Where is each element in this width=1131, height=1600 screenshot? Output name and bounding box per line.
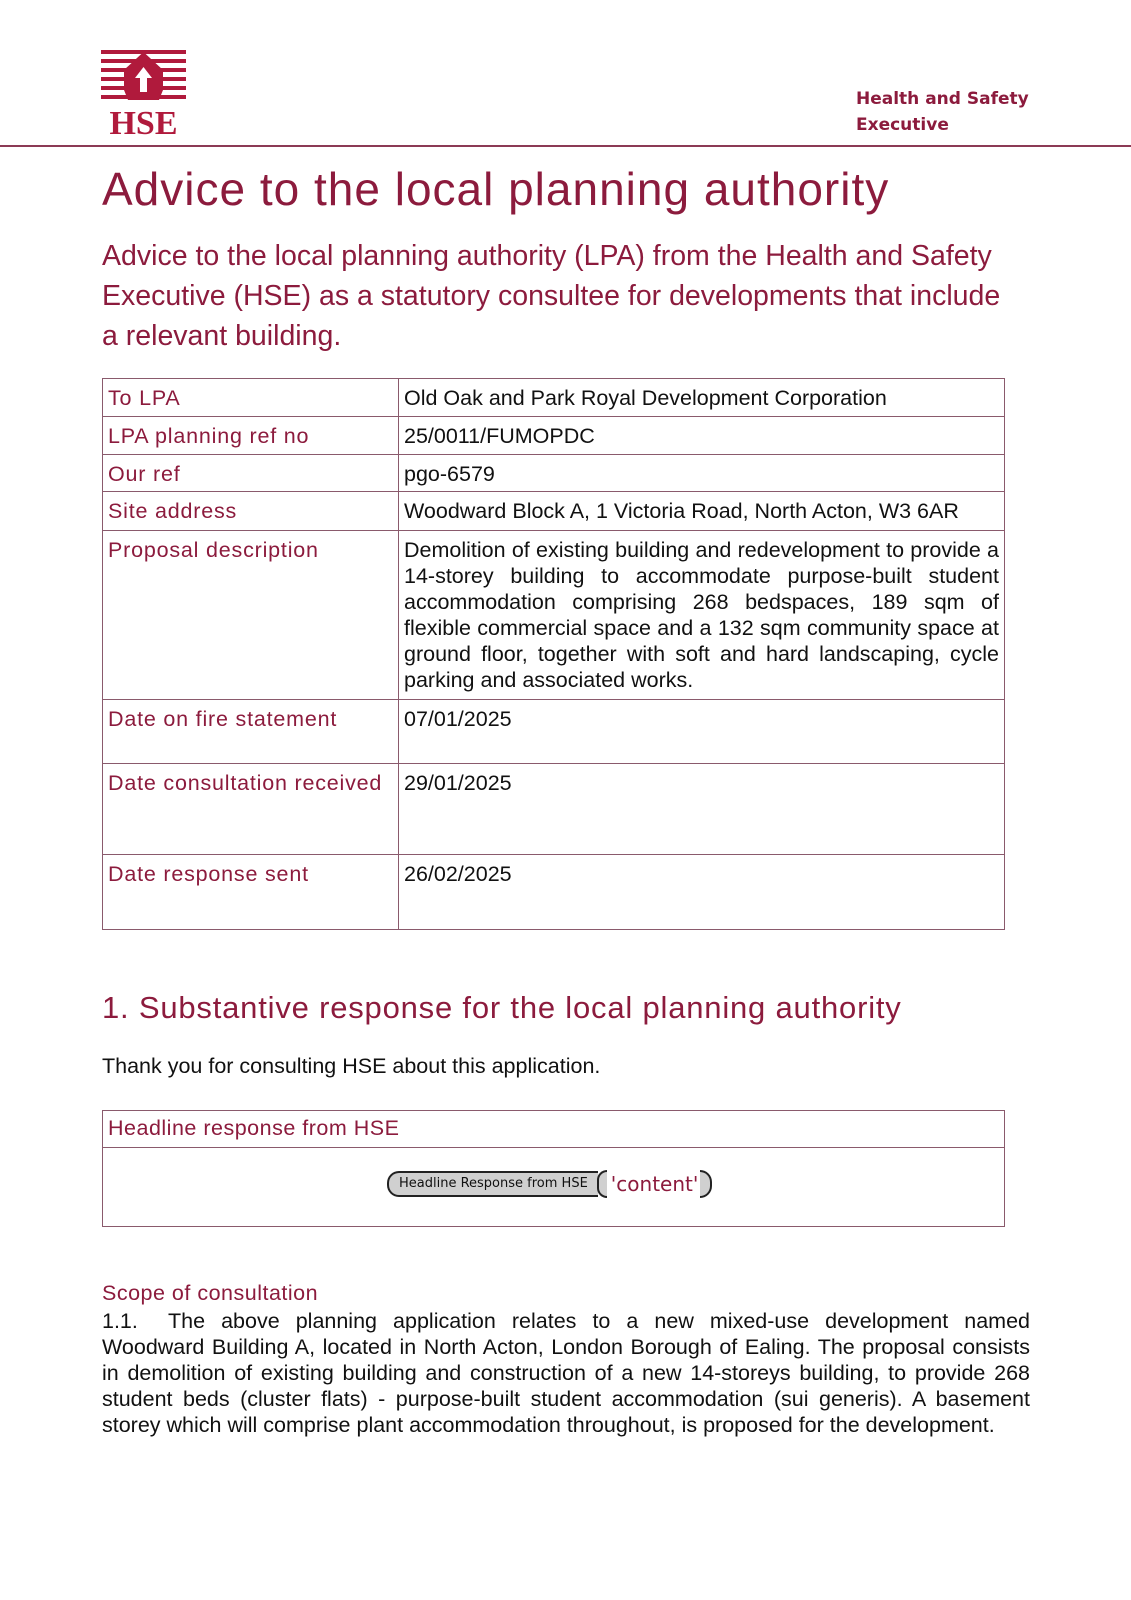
row-value: Demolition of existing building and redevelopment to provide a 14-storey building to accommodate purpose-built student accommodation comprising 268 bedspaces, 189 sqm of flexible commercial space and a 132 sqm community space at ground floor, together with soft and hard landscaping, cycle parking and associated works. [399, 531, 1005, 700]
row-value: 25/0011/FUMOPDC [399, 417, 1005, 455]
svg-text:HSE: HSE [109, 105, 178, 136]
row-value: 07/01/2025 [399, 700, 1005, 764]
organisation-name [856, 86, 1029, 138]
headline-response-body [103, 1148, 1004, 1226]
row-label: Date on fire statement [103, 700, 399, 764]
application-details-table [102, 378, 1005, 930]
section-heading: 1. Substantive response for the local planning authority [102, 990, 902, 1025]
intro-text: Thank you for consulting HSE about this application. [102, 1054, 601, 1078]
paragraph-text: The above planning application relates to a new mixed-use development named Woodward Building A, located in North Acton, London Borough of Ealing. The proposal consists in demolition of existing building and construction of a new 14-storeys building, to provide 268 student beds (cluster flats) - purpose-built student accommodation (sui generis). A basement storey which will comprise plant accommodation throughout, is proposed for the development. [102, 1309, 1030, 1437]
page-subtitle: Advice to the local planning authority (LPA) from the Health and Safety Executive (HSE) as a statutory consultee for developments that include a relevant building. [102, 240, 1001, 352]
row-label: Our ref [103, 455, 399, 492]
content-control-close-bracket-icon [700, 1170, 712, 1198]
row-value: 29/01/2025 [399, 764, 1005, 855]
organisation-name-line2: Executive [856, 115, 949, 135]
table-row [103, 700, 1005, 764]
table-row [103, 455, 1005, 492]
table-row [103, 492, 1005, 531]
header-divider [0, 145, 1131, 147]
row-label: LPA planning ref no [103, 417, 399, 455]
row-label: Proposal description [103, 531, 399, 700]
headline-response-heading: Headline response from HSE [103, 1111, 1004, 1148]
table-row [103, 531, 1005, 700]
row-value: pgo-6579 [399, 455, 1005, 492]
table-row [103, 764, 1005, 855]
content-control-tag[interactable]: Headline Response from HSE [387, 1171, 598, 1197]
row-value: 26/02/2025 [399, 855, 1005, 930]
table-row [103, 379, 1005, 417]
scope-heading: Scope of consultation [102, 1281, 319, 1305]
table-row [103, 417, 1005, 455]
table-row [103, 855, 1005, 930]
row-label: Date consultation received [103, 764, 399, 855]
content-control-placeholder[interactable] [387, 1170, 712, 1198]
row-label: To LPA [103, 379, 399, 417]
row-value: Woodward Block A, 1 Victoria Road, North Acton, W3 6AR [399, 492, 1005, 531]
content-control-value[interactable]: 'content' [610, 1172, 699, 1196]
scope-paragraph [102, 1308, 1030, 1438]
page-title: Advice to the local planning authority [102, 163, 890, 215]
row-label: Date response sent [103, 855, 399, 930]
headline-response-box [102, 1110, 1005, 1227]
organisation-name-line1: Health and Safety [856, 89, 1029, 109]
row-value: Old Oak and Park Royal Development Corporation [399, 379, 1005, 417]
row-label: Site address [103, 492, 399, 531]
content-control-open-bracket-icon [597, 1170, 607, 1198]
paragraph-number: 1.1. [102, 1309, 138, 1333]
hse-logo-icon [101, 50, 186, 136]
